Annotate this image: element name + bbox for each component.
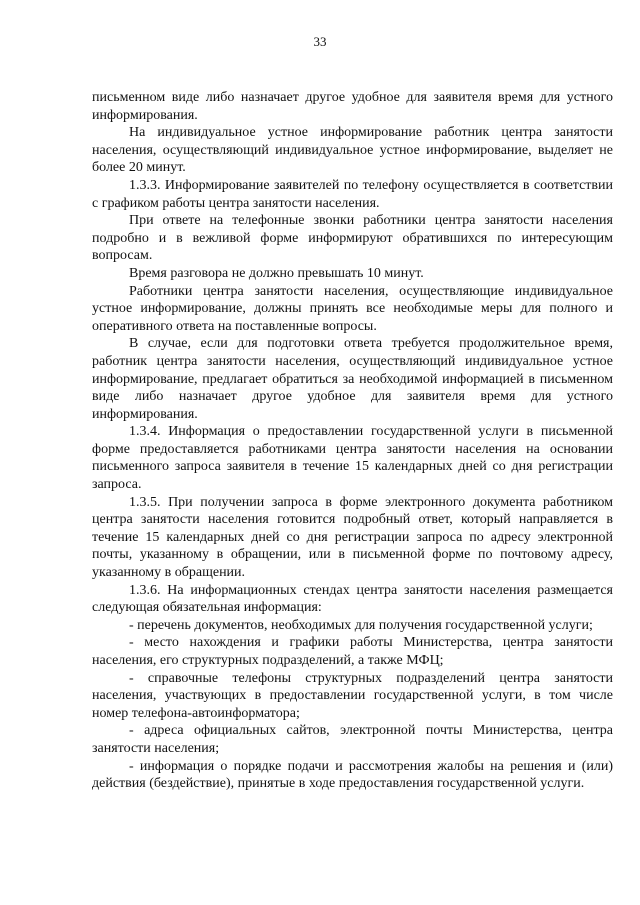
paragraph-long-preparation: В случае, если для подготовки ответа требуется продолжительное время, работник центра занятости населения, осуществляющий индивидуальное устное информирование, предлагает обратиться за необходимой информацией в письменном виде либо назначает другое удобное для заявителя время для устного информирования. <box>92 336 613 422</box>
list-item-complaints: - информация о порядке подачи и рассмотрения жалобы на решения и (или) действия (бездействие), принятые в ходе предоставления государственной услуги. <box>92 758 613 792</box>
document-body <box>92 89 613 793</box>
list-item-documents: - перечень документов, необходимых для получения государственной услуги; <box>129 617 593 633</box>
paragraph-1-3-3: 1.3.3. Информирование заявителей по телефону осуществляется в соответствии с графиком работы центра занятости населения. <box>92 177 613 211</box>
list-item-phones: - справочные телефоны структурных подразделений центра занятости населения, участвующих в предоставлении государственной услуги, в том числе номер телефона-автоинформатора; <box>92 670 613 721</box>
page-number: 33 <box>313 34 327 49</box>
list-item-websites: - адреса официальных сайтов, электронной почты Министерства, центра занятости населения; <box>92 723 613 756</box>
paragraph-staff-measures: Работники центра занятости населения, осуществляющие индивидуальное устное информирование, должны принять все необходимые меры для полного и оперативного ответа на поставленные вопросы. <box>92 283 613 334</box>
paragraph-individual-time-limit: На индивидуальное устное информирование работник центра занятости населения, осуществляющий индивидуальное устное информирование, выделяет не более 20 минут. <box>92 125 613 176</box>
paragraph-call-duration: Время разговора не должно превышать 10 минут. <box>129 265 424 281</box>
paragraph-phone-answer: При ответе на телефонные звонки работники центра занятости населения подробно и в вежливой форме информируют обратившихся по интересующим вопросам. <box>92 213 613 264</box>
paragraph-1-3-5: 1.3.5. При получении запроса в форме электронного документа работником центра занятости населения готовится подробный ответ, который направляется в течение 15 календарных дней со дня регистрации запроса по адресу электронной почты, указанному в обращении, или в письменной форме по почтовому адресу, указанному в обращении. <box>92 494 613 581</box>
paragraph-continuation: письменном виде либо назначает другое удобное для заявителя время для устного информирования. <box>92 90 613 123</box>
paragraph-1-3-4: 1.3.4. Информация о предоставлении государственной услуги в письменной форме предоставляется работниками центра занятости населения на основании письменного запроса заявителя в течение 15 календарных дней со дня регистрации запроса. <box>92 424 613 493</box>
list-item-location-schedule: - место нахождения и графики работы Министерства, центра занятости населения, его структурных подразделений, а также МФЦ; <box>92 635 613 668</box>
paragraph-1-3-6: 1.3.6. На информационных стендах центра занятости населения размещается следующая обязательная информация: <box>92 582 613 616</box>
